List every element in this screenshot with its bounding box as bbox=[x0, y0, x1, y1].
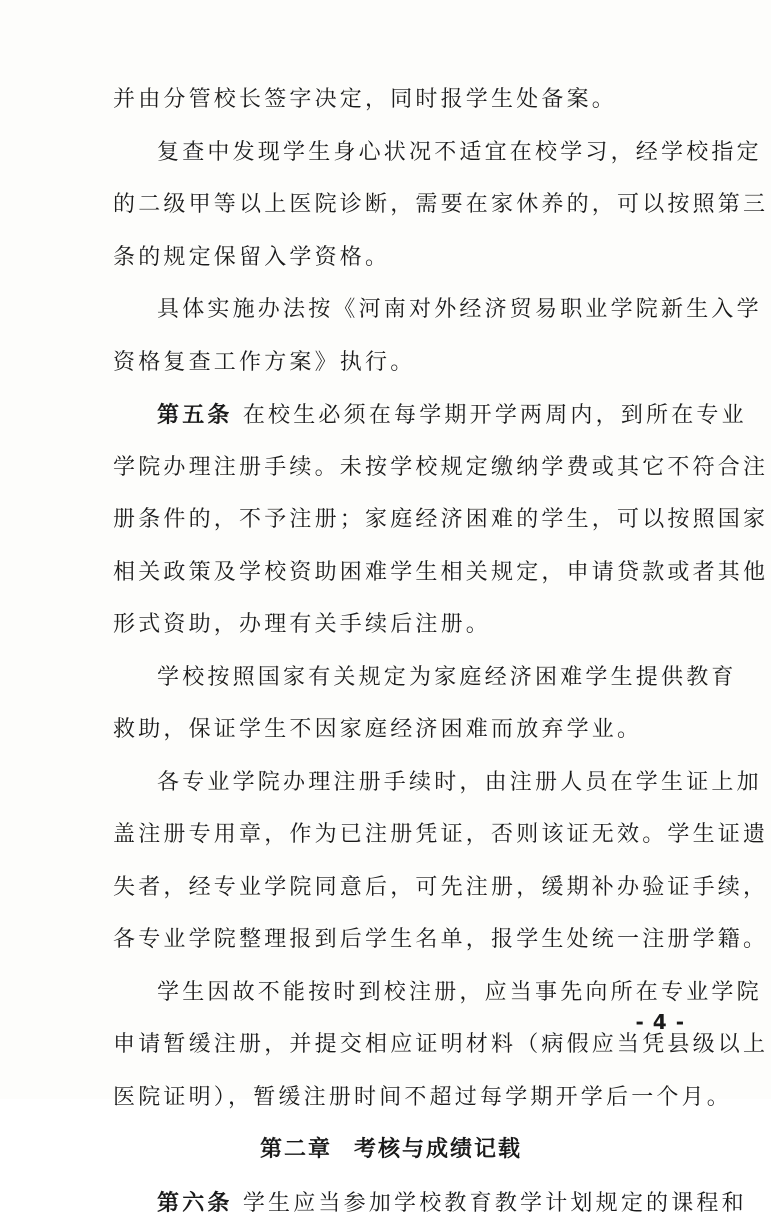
paragraph-line bbox=[113, 862, 769, 915]
line-text: 救助，保证学生不因家庭经济困难而放弃学业。 bbox=[113, 717, 643, 742]
line-text: 医院证明），暂缓注册时间不超过每学期开学后一个月。 bbox=[113, 1084, 733, 1110]
paragraph-line bbox=[113, 652, 737, 705]
paragraph-line bbox=[113, 494, 769, 547]
line-text: 相关政策及学校资助困难学生相关规定，申请贷款或者其他 bbox=[113, 559, 769, 585]
line-text: 条的规定保留入学资格。 bbox=[113, 244, 391, 270]
line-text: 资格复查工作方案》执行。 bbox=[113, 349, 416, 375]
paragraph-line bbox=[113, 127, 762, 180]
article-5-label: 第五条 bbox=[157, 402, 233, 428]
paragraph-line bbox=[113, 809, 769, 862]
paragraph-line bbox=[113, 337, 669, 390]
article-5-line bbox=[113, 389, 747, 442]
line-text: 形式资助，办理有关手续后注册。 bbox=[113, 612, 492, 637]
article-6-line bbox=[113, 1177, 747, 1230]
line-text: 失者，经专业学院同意后，可先注册，缓期补办验证手续， bbox=[113, 874, 769, 900]
paragraph-line bbox=[113, 757, 762, 810]
paragraph-line bbox=[113, 704, 669, 757]
line-text: 具体实施办法按《河南对外经济贸易职业学院新生入学 bbox=[157, 297, 762, 322]
line-text: 学生应当参加学校教育教学计划规定的课程和 bbox=[242, 1190, 747, 1216]
line-text: 学生因故不能按时到校注册，应当事先向所在专业学院 bbox=[157, 979, 762, 1005]
paragraph-line bbox=[113, 74, 669, 127]
line-text: 在校生必须在每学期开学两周内，到所在专业 bbox=[242, 403, 747, 428]
line-text: 申请暂缓注册，并提交相应证明材料（病假应当凭县级以上 bbox=[113, 1032, 769, 1057]
document-body bbox=[113, 74, 769, 1229]
chapter-number: 第二章 bbox=[259, 1137, 332, 1162]
line-text: 各专业学院办理注册手续时，由注册人员在学生证上加 bbox=[157, 769, 762, 795]
page-number: - 4 - bbox=[635, 1010, 685, 1034]
line-text: 复查中发现学生身心状况不适宜在校学习，经学校指定 bbox=[157, 139, 762, 165]
line-text: 各专业学院整理报到后学生名单，报学生处统一注册学籍。 bbox=[113, 927, 769, 952]
paragraph-line bbox=[113, 547, 769, 600]
paragraph-line bbox=[113, 442, 769, 495]
chapter-title: 考核与成绩记载 bbox=[354, 1137, 523, 1162]
line-text: 的二级甲等以上医院诊断，需要在家休养的，可以按照第三 bbox=[113, 192, 769, 217]
line-text: 册条件的，不予注册；家庭经济困难的学生，可以按照国家 bbox=[113, 507, 769, 532]
paragraph-line bbox=[113, 232, 669, 285]
line-text: 学校按照国家有关规定为家庭经济困难学生提供教育 bbox=[157, 664, 737, 690]
line-text: 盖注册专用章，作为已注册凭证，否则该证无效。学生证遗 bbox=[113, 822, 769, 847]
paragraph-line bbox=[113, 284, 762, 337]
paragraph-line bbox=[113, 967, 762, 1020]
line-text: 并由分管校长签字决定，同时报学生处备案。 bbox=[113, 87, 618, 112]
paragraph-line bbox=[113, 914, 769, 967]
article-6-label: 第六条 bbox=[157, 1189, 233, 1216]
paragraph-line bbox=[113, 1072, 733, 1125]
paragraph-line bbox=[113, 599, 669, 652]
paragraph-line bbox=[113, 179, 769, 232]
chapter-heading bbox=[113, 1124, 669, 1177]
line-text: 学院办理注册手续。未按学校规定缴纳学费或其它不符合注 bbox=[113, 454, 769, 480]
paragraph-line bbox=[113, 1019, 769, 1072]
